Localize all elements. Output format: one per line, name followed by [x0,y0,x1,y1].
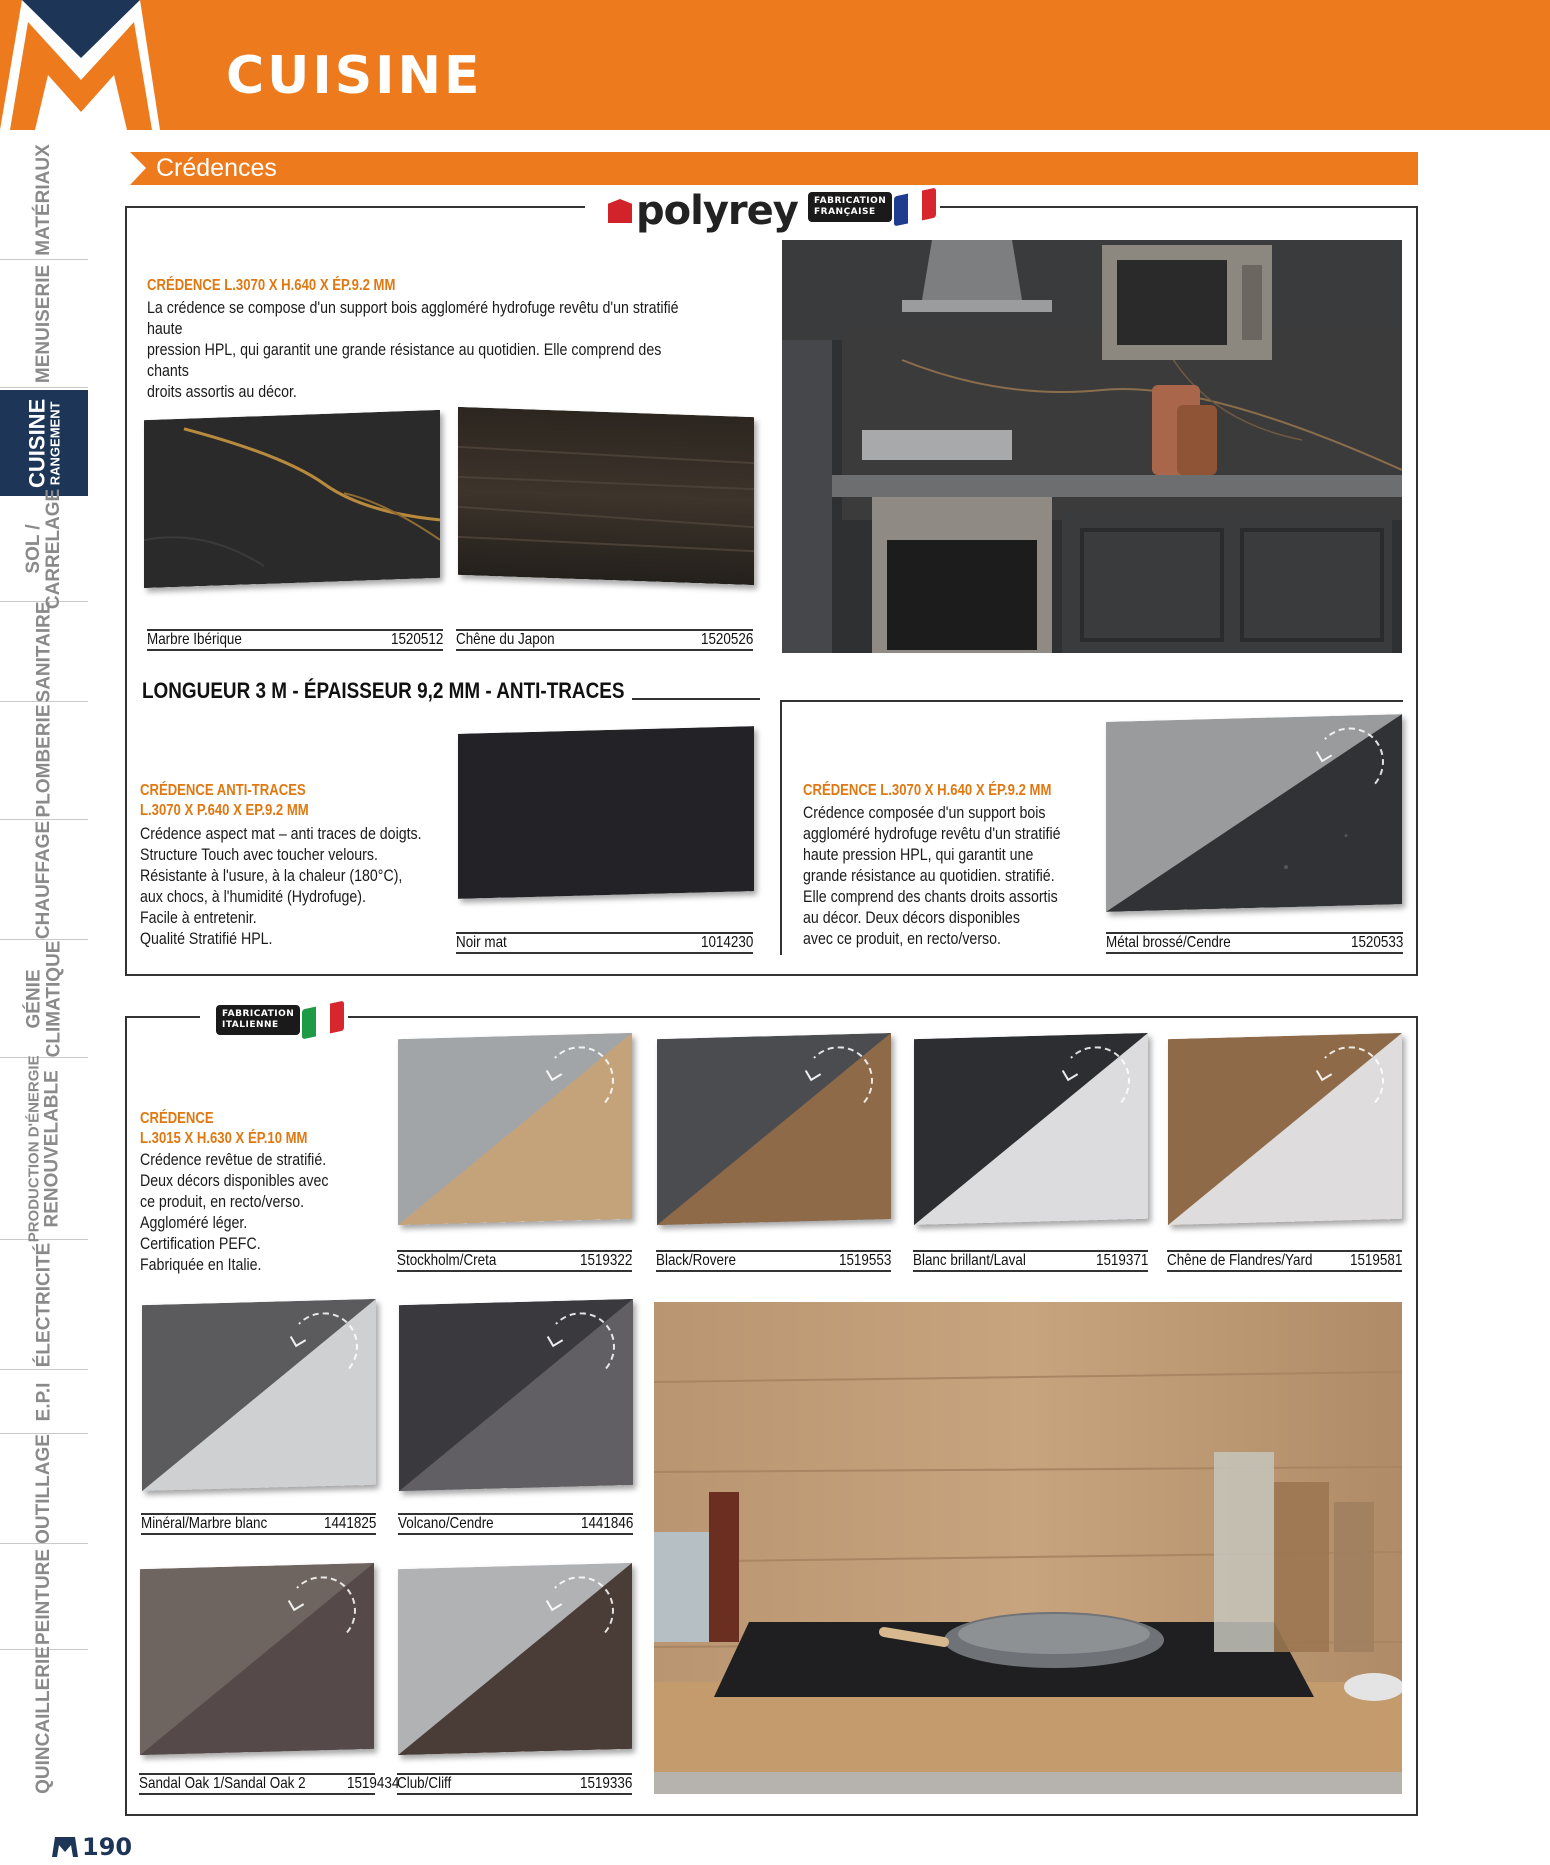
product-title: CRÉDENCE L.3070 X H.640 X ÉP.9.2 MM [147,277,396,294]
polyrey-brand [600,188,834,234]
sidebar-item-label: PLOMBERIE [33,704,55,817]
section-title: Crédences [156,154,277,182]
brand-m-logo-icon [0,0,160,130]
variant-name: Chêne de Flandres/Yard [1167,1252,1313,1269]
page-title: CUISINE [226,46,483,106]
sidebar-item-label: E.P.I [33,1382,55,1421]
swatch-marbre-iberique [144,410,440,588]
sidebar-item-label: MENUISERIE [33,264,55,383]
product-caption-row [147,629,443,651]
page-header [0,0,1550,130]
sidebar-item-label: SOL / [23,523,45,574]
variant-name: Blanc brillant/Laval [913,1252,1026,1269]
variant-reference: 1519434 [347,1775,400,1792]
variant-name: Minéral/Marbre blanc [141,1515,268,1532]
product-description: Crédence revêtue de stratifié. Deux décors disponibles avec ce produit, en recto/verso. Aggloméré léger. Certification PEFC. Fabriquée en Italie. [140,1151,329,1274]
product-caption-row [1167,1250,1402,1272]
product-title-specs: L.3070 X P.640 X EP.9.2 MM [140,802,309,819]
variant-reference: 1520512 [390,631,443,648]
sidebar-item-outillage[interactable] [0,1434,88,1544]
product-title: CRÉDENCE ANTI-TRACES [140,782,306,799]
sidebar-item-plomberie[interactable] [0,702,88,820]
swatch-stockholm-creta [398,1033,632,1225]
product-caption-row [456,932,753,954]
brand-m-logo-icon [52,1837,78,1857]
product-caption-row [913,1250,1148,1272]
variant-name: Black/Rovere [656,1252,736,1269]
section-bar [130,152,1418,185]
brand-name: polyrey [636,188,798,234]
variant-name: Stockholm/Creta [397,1252,497,1269]
specs-subheading: LONGUEUR 3 M - ÉPAISSEUR 9,2 MM - ANTI-TRACES [142,678,625,703]
variant-reference: 1519553 [838,1252,891,1269]
sidebar-item-label: CHAUFFAGE [33,820,55,939]
variant-name: Volcano/Cendre [398,1515,494,1532]
swatch-noir-mat [458,726,754,899]
swatch-chene-du-japon [458,407,754,585]
swatch-mineral-marbre-blanc [142,1299,376,1491]
sidebar-item-sanitaire[interactable] [0,602,88,702]
product-caption-row [656,1250,891,1272]
variant-reference: 1441846 [580,1515,633,1532]
sidebar-item-label: PEINTURE [33,1548,55,1645]
polyrey-logo-icon [608,199,632,223]
page-footer [52,1833,132,1861]
sidebar-item-menuiserie[interactable] [0,260,88,388]
sidebar-item-label: QUINCAILLERIE [33,1646,55,1794]
sidebar-item-electricite[interactable] [0,1240,88,1370]
product-description: La crédence se compose d'un support bois aggloméré hydrofuge revêtu d'un stratifié haute pression HPL, qui garantit une grande résistance au quotidien. Elle comprend des chants droits assortis au décor. [147,299,679,401]
variant-name: Métal brossé/Cendre [1106,934,1231,951]
sidebar-item-label: PRODUCTION D'ÉNERGIE [25,1055,43,1242]
sidebar-item-label: OUTILLAGE [33,1433,55,1544]
product-caption-row [398,1513,633,1535]
variant-name: Noir mat [456,934,507,951]
sidebar-item-chauffage[interactable] [0,820,88,940]
product-caption-row [1106,932,1403,954]
sidebar-item-sublabel: RANGEMENT [47,401,63,485]
category-sidebar [0,130,88,1810]
product-caption-row [141,1513,376,1535]
italian-flag-icon [302,1001,344,1040]
sidebar-item-label: SANITAIRE [33,601,55,702]
variant-reference: 1519322 [579,1252,632,1269]
swatch-volcano-cendre [399,1299,633,1491]
sidebar-item-label: CUISINE [24,398,50,488]
fabrication-italienne-badge: FABRICATION ITALIENNE [212,1005,348,1035]
variant-reference: 1014230 [700,934,753,951]
sidebar-item-sublabel: CARRELAGE [43,488,64,609]
variant-reference: 1520533 [1350,934,1403,951]
product-title: CRÉDENCE [140,1110,214,1127]
variant-reference: 1441825 [323,1515,376,1532]
kitchen-photo-wood-backsplash [654,1302,1402,1794]
sidebar-item-materiaux[interactable] [0,140,88,260]
swatch-chene-de-flandres-yard [1168,1033,1402,1225]
sidebar-item-label: MATÉRIAUX [33,143,55,256]
sidebar-item-production-energie[interactable] [0,1055,88,1242]
product-title: CRÉDENCE L.3070 X H.640 X ÉP.9.2 MM [803,782,1052,799]
product-caption-row [139,1773,400,1795]
swatch-blanc-brillant-laval [914,1033,1148,1225]
variant-reference: 1519581 [1350,1252,1403,1269]
french-flag-icon [894,188,936,227]
variant-reference: 1519336 [579,1775,632,1792]
product-caption-row [456,629,753,651]
sidebar-item-genie-climatique[interactable] [0,940,88,1058]
sidebar-item-cuisine-rangement[interactable] [0,390,88,496]
product-description: Crédence aspect mat – anti traces de doigts. Structure Touch avec toucher velours. Résistante à l'usure, à la chaleur (180°C), aux chocs, à l'humidité (Hydrofuge). Facile à entretenir. Qualité Stratifié HPL. [140,825,422,948]
variant-name: Chêne du Japon [456,631,555,648]
page-number: 190 [82,1833,133,1861]
variant-reference: 1519371 [1095,1252,1148,1269]
product-description: Crédence composée d'un support bois aggloméré hydrofuge revêtu d'un stratifié haute pression HPL, qui garantit une grande résistance au quotidien. stratifié. Elle comprend des chants droits assortis au décor. Deux décors disponibles avec ce produit, en recto/verso. [803,804,1061,948]
variant-name: Sandal Oak 1/Sandal Oak 2 [139,1775,306,1792]
kitchen-photo-dark-marble [782,240,1402,653]
variant-reference: 1520526 [700,631,753,648]
product-title-specs: L.3015 X H.630 X ÉP.10 MM [140,1130,308,1147]
sidebar-item-label: ÉLECTRICITÉ [33,1242,55,1367]
variant-name: Marbre Ibérique [147,631,242,648]
fabrication-francaise-badge: FABRICATION FRANÇAISE [804,192,940,222]
sidebar-item-sol-carrelage[interactable] [0,488,88,609]
sidebar-item-label: GÉNIE [23,968,45,1029]
sidebar-item-peinture[interactable] [0,1544,88,1650]
sidebar-item-sublabel: CLIMATIQUE [43,940,64,1057]
sidebar-item-epi[interactable] [0,1370,88,1434]
sidebar-item-sublabel: RENOUVELABLE [40,1069,62,1228]
variant-name: Club/Cliff [397,1775,452,1792]
swatch-club-cliff [398,1563,632,1755]
swatch-metal-brosse-cendre [1106,714,1402,912]
product-caption-row [397,1250,632,1272]
swatch-sandal-oak [140,1563,374,1755]
chevron-right-icon [130,152,146,185]
product-caption-row [397,1773,632,1795]
sidebar-item-quincaillerie[interactable] [0,1646,88,1794]
swatch-black-rovere [657,1033,891,1225]
